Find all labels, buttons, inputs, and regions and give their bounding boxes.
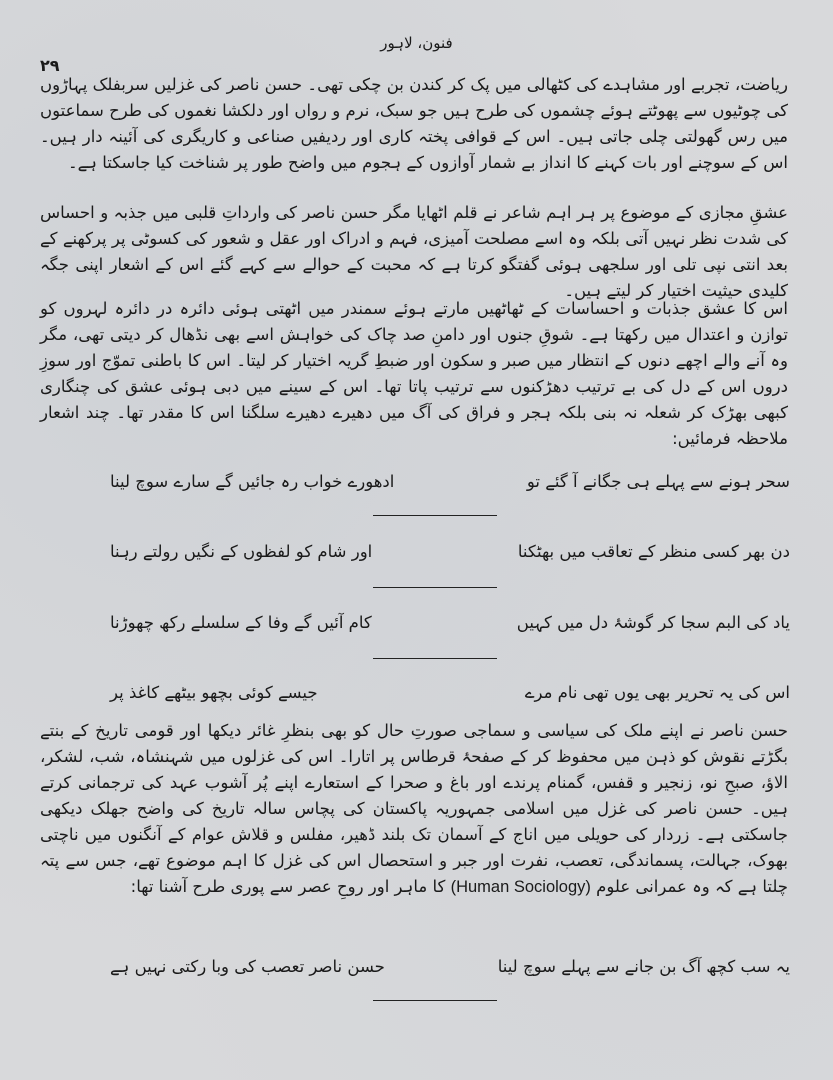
couplet-5-second-line: حسن ناصر تعصب کی وبا رکتی نہیں ہے (110, 957, 385, 976)
couplet-2-second-line: اور شام کو لفظوں کے نگیں رولتے رہنا (110, 542, 373, 561)
english-term: (Human Sociology) (450, 878, 591, 896)
couplet-4 (110, 681, 790, 705)
couplet-divider (373, 587, 497, 588)
couplet-1-first-line: سحر ہونے سے پہلے ہی جگانے آ گئے تو (526, 472, 790, 491)
paragraph-4-text-end: کا ماہر اور روحِ عصر سے پوری طرح آشنا تھا: (130, 877, 446, 896)
running-header: فنون، لاہور (380, 34, 453, 52)
couplet-5 (110, 955, 790, 979)
couplet-3-first-line: یاد کی البم سجا کر گوشۂ دل میں کہیں (516, 613, 790, 632)
paragraph-4 (40, 718, 788, 900)
couplet-divider (373, 515, 497, 516)
couplet-2 (110, 540, 790, 564)
paragraph-3: اس کا عشق جذبات و احساسات کے ٹھاٹھیں مارتے ہوئے سمندر میں اٹھتی ہوئی دائرہ در دائرہ لہروں کو توازن و اعتدال میں رکھتا ہے۔ شوقِ جنوں اور دامنِ صد چاک کی خواہش اسے بھی نڈھال کر دیتی تھی، مگر وہ آنے والے اچھے دنوں کے انتظار میں صبر و سکون اور ضبطِ گریہ اختیار کر لیتا۔ اس کا باطنی تموّج اور سوزِ دروں اس کے دل کی بے ترتیب دھڑکنوں سے ترتیب پاتا تھا۔ اس کے سینے میں دبی ہوئی عشق کی چنگاری کبھی بھڑک کر شعلہ نہ بنی بلکہ ہجر و فراق کی آگ میں دھیرے دھیرے سلگنا اس کا مقدر تھا۔ چند اشعار ملاحظہ فرمائیں: (40, 299, 788, 448)
couplet-3-second-line: کام آئیں گے وفا کے سلسلے رکھ چھوڑنا (110, 613, 372, 632)
couplet-4-second-line: جیسے کوئی بچھو بیٹھے کاغذ پر (110, 683, 318, 702)
couplet-5-first-line: یہ سب کچھ آگ بن جانے سے پہلے سوچ لینا (497, 957, 790, 976)
couplet-2-first-line: دن بھر کسی منظر کے تعاقب میں بھٹکنا (517, 542, 790, 561)
couplet-3 (110, 611, 790, 635)
couplet-divider (373, 1000, 497, 1001)
paragraph-4-text: حسن ناصر نے اپنے ملک کی سیاسی و سماجی صورتِ حال کو بھی بنظرِ غائر دیکھا اور قومی تاریخ کے بنتے بگڑتے نقوش کو ذہن میں محفوظ کر کے صفحۂ قرطاس پر اتارا۔ اس کی غزلوں میں شہنشاہ، شب، لشکر، الاؤ، صبحِ نو، زنجیر و قفس، گمنام پرندے اور باغ و صحرا کے استعارے اپنے پُر آشوب عہد کی ترجمانی کرتے ہیں۔ حسن ناصر کی غزل میں اسلامی جمہوریہ پاکستان کی پچاس سالہ تاریخ کی واضح جھلک دیکھی جاسکتی ہے۔ زردار کی حویلی میں اناج کے آسمان تک بلند ڈھیر، مفلس و قلاش عوام کے آنگنوں میں ناچتی بھوک، جہالت، پسماندگی، تعصب، نفرت اور جبر و استحصال اس کی غزل کا اہم موضوع تھے، جس سے پتہ چلتا ہے کہ وہ عمرانی علوم (40, 721, 788, 896)
couplet-1-second-line: ادھورے خواب رہ جائیں گے سارے سوچ لینا (110, 472, 395, 491)
couplet-1 (110, 470, 790, 494)
paragraph-2: عشقِ مجازی کے موضوع پر ہر اہم شاعر نے قلم اٹھایا مگر حسن ناصر کی وارداتِ قلبی میں جذبہ و احساس کی شدت نظر نہیں آتی بلکہ وہ اسے مصلحت آمیزی، فہم و ادراک اور عقل و شعور کی کسوٹی پر پرکھنے کے بعد انتی نپی تلی اور سلجھی ہوئی گفتگو کرتا ہے کہ محبت کے حوالے سے کہے گئے اس کے اشعار اپنی جگہ کلیدی حیثیت اختیار کر لیتے ہیں۔ (40, 203, 788, 300)
couplet-4-first-line: اس کی یہ تحریر بھی یوں تھی نام مرے (524, 683, 790, 702)
couplet-divider (373, 658, 497, 659)
page-number: ۲۹ (40, 56, 60, 75)
paragraph-1: ریاضت، تجربے اور مشاہدے کی کٹھالی میں پک کر کندن بن چکی تھی۔ حسن ناصر کی غزلیں سربفلک پہاڑوں کی چوٹیوں سے پھوٹتے ہوئے چشموں کی طرح ہیں جو سبک، نرم و رواں اور دلکشا نغموں کی طرح سماعتوں میں رس گھولتی چلی جاتی ہیں۔ اس کے قوافی پختہ کاری اور ردیفیں صناعی و کاریگری کی آئینہ دار ہیں۔ اس کے سوچنے اور بات کہنے کا انداز بے شمار آوازوں کے ہجوم میں واضح طور پر شناخت کیا جاسکتا ہے۔ (40, 75, 788, 172)
